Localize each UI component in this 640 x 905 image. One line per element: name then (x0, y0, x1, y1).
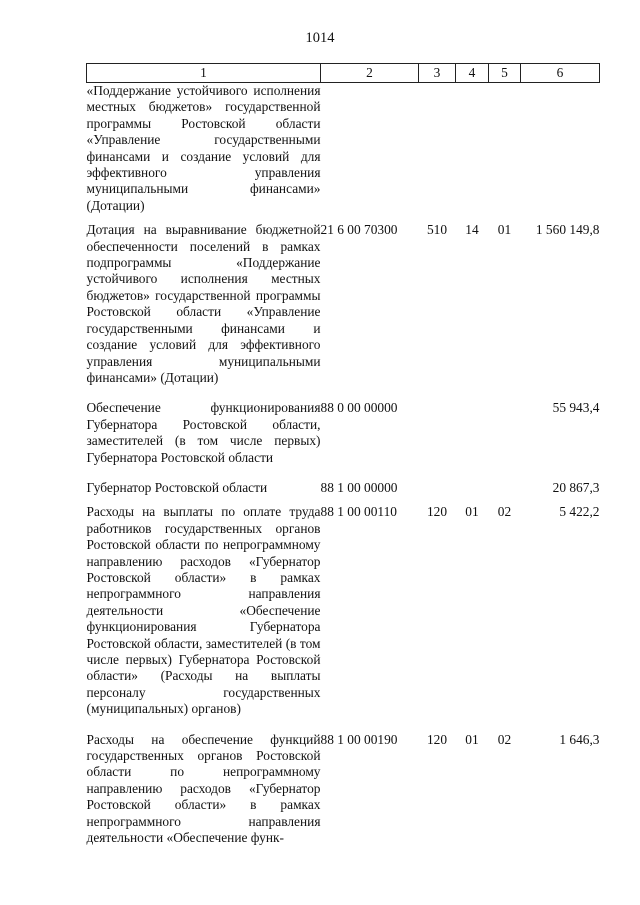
row-code: 88 1 00 00190 (320, 731, 398, 747)
table-header-row (87, 64, 600, 83)
budget-table (86, 63, 600, 846)
row-rz: 01 (465, 731, 479, 747)
column-header-name: 1 (87, 64, 321, 83)
row-name: «Поддержание устойчивого исполнения местных бюджетов» государственной программы Ростовской области «Управление государственными финансами и создание условий для эффективного управления муниципальными финансами» (Дотации) (86, 83, 321, 213)
row-name: Обеспечение функционирования Губернатора Ростовской области, заместителей (в том числе первых) Губернатора Ростовской области (86, 400, 321, 465)
row-code: 88 1 00 00000 (320, 479, 398, 495)
row-amount: 1 560 149,8 (535, 222, 600, 238)
row-pr (489, 83, 521, 215)
row-rz (456, 400, 489, 466)
row-vr (419, 83, 456, 215)
row-name: Расходы на выплаты по оплате труда работников государственных органов Ростовской области по непрограммному направлению расходов «Губернатор Ростовской области» в рамках непрограммного направления деятельности «Обеспечение функционирования Губернатора Ростовской области, заместителей (в том числе первых) Губернатора Ростовской области» (Расходы на выплаты персоналу государственных (муниципальных) органов) (86, 504, 321, 717)
row-amount: 20 867,3 (552, 479, 600, 495)
row-pr: 01 (497, 222, 512, 238)
table-row (87, 83, 600, 215)
table-row (87, 504, 600, 717)
row-amount: 1 646,3 (559, 731, 600, 747)
row-rz (456, 480, 489, 496)
row-vr: 120 (426, 504, 448, 520)
row-pr (489, 480, 521, 496)
row-vr (419, 400, 456, 466)
column-header-pr: 5 (489, 64, 521, 83)
row-rz: 01 (465, 504, 479, 520)
row-code: 88 0 00 00000 (320, 400, 398, 416)
column-header-rz: 4 (456, 64, 489, 83)
row-code: 88 1 00 00110 (320, 504, 397, 520)
row-amount (521, 83, 600, 215)
column-header-vr: 3 (419, 64, 456, 83)
row-amount: 5 422,2 (559, 504, 600, 520)
row-rz (456, 83, 489, 215)
row-vr: 120 (426, 731, 448, 747)
column-header-amount: 6 (521, 64, 600, 83)
page-number: 1014 (305, 30, 335, 46)
row-code: 21 6 00 70300 (320, 222, 398, 238)
row-amount: 55 943,4 (552, 400, 600, 416)
table-row (87, 222, 600, 386)
row-vr (419, 480, 456, 496)
row-pr: 02 (497, 731, 512, 747)
row-code (321, 83, 419, 215)
row-pr: 02 (497, 504, 512, 520)
column-header-code: 2 (321, 64, 419, 83)
row-name: Губернатор Ростовской области (86, 479, 268, 495)
row-name: Дотация на выравнивание бюджетной обеспеченности поселений в рамках подпрограммы «Поддержание устойчивого исполнения местных бюджетов» государственной программы Ростовской области «Управление государственными финансами и создание условий для эффективного управления муниципальными финансами» (Дотации) (86, 222, 321, 385)
row-name: Расходы на обеспечение функций государственных органов Ростовской области по непрограммному направлению расходов «Губернатор Ростовской области» в рамках непрограммного направления деятельности «Обеспечение функ- (86, 731, 321, 846)
row-rz: 14 (465, 222, 479, 238)
table-row (87, 400, 600, 466)
table-row (87, 732, 600, 847)
table-row (87, 480, 600, 496)
row-vr: 510 (426, 222, 448, 238)
row-pr (489, 400, 521, 466)
